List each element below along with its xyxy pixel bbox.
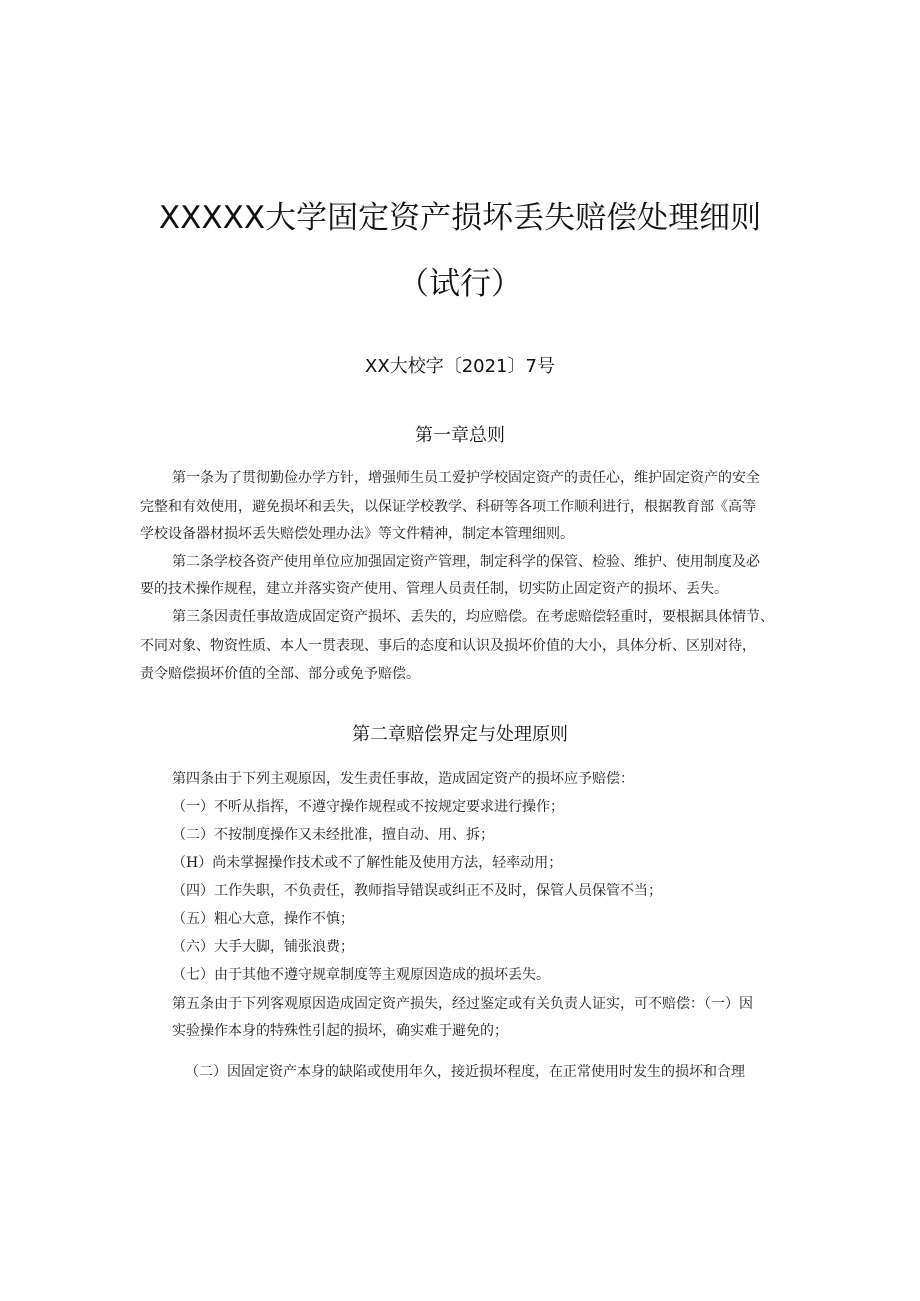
chapter1-paragraph-line: 学校设备器材损坏丢失赔偿处理办法》等文件精神，制定本管理细则。 (140, 526, 574, 542)
chapter2-list-item: （H）尚未掌握操作技术或不了解性能及使用方法，轻率动用； (172, 855, 563, 871)
chapter1-paragraph-line: 责令赔偿损坏价值的全部、部分或免予赔偿。 (140, 666, 420, 682)
chapter1-paragraph-line: 第一条为了贯彻勤俭办学方针，增强师生员工爱护学校固定资产的责任心，维护固定资产的安全 (172, 470, 760, 486)
chapter2-paragraph-line: 实验操作本身的特殊性引起的损坏，确实难于避免的； (172, 1023, 508, 1039)
document-title: XXXXX大学固定资产损坏丢失赔偿处理细则 (158, 200, 762, 236)
chapter1-paragraph-line: 不同对象、物资性质、本人一贯表现、事后的态度和认识及损坏价值的大小，具体分析、区别对待， (140, 638, 756, 654)
chapter2-paragraph-line: 第四条由于下列主观原因，发生责任事故，造成固定资产的损坏应予赔偿： (172, 771, 634, 787)
chapter1-paragraph-line: 完整和有效使用，避免损坏和丢失，以保证学校教学、科研等各项工作顺利进行，根据教育部《高等 (140, 499, 756, 515)
document-number: XX大校字〔2021〕7号 (365, 356, 555, 377)
chapter2-paragraph-line: 第五条由于下列客观原因造成固定资产损失，经过鉴定或有关负责人证实，可不赔偿：（一）因 (172, 996, 753, 1012)
document-title-suffix: （试行） (398, 266, 522, 302)
chapter1-paragraph-line: 要的技术操作规程，建立并落实资产使用、管理人员责任制，切实防止固定资产的损坏、丢失。 (140, 581, 728, 597)
chapter2-list-item: （四）工作失职，不负责任，教师指导错误或纠正不及时，保管人员保管不当； (172, 883, 662, 899)
chapter1-paragraph-line: 第二条学校各资产使用单位应加强固定资产管理，制定科学的保管、检验、维护、使用制度及必 (172, 554, 760, 570)
chapter2-list-item: （二）因固定资产本身的缺陷或使用年久，接近损坏程度，在正常使用时发生的损坏和合理 (185, 1064, 745, 1080)
chapter2-heading: 第二章赔偿界定与处理原则 (352, 724, 568, 745)
chapter2-list-item: （二）不按制度操作又未经批准，擅自动、用、拆； (172, 827, 494, 843)
chapter1-paragraph-line: 第三条因责任事故造成固定资产损坏、丢失的，均应赔偿。在考虑赔偿轻重时，要根据具体情节、 (172, 609, 774, 625)
chapter2-list-item: （一）不听从指挥，不遵守操作规程或不按规定要求进行操作； (172, 799, 564, 815)
chapter1-heading: 第一章总则 (415, 425, 505, 446)
chapter2-list-item: （六）大手大脚，铺张浪费； (172, 939, 354, 955)
chapter2-list-item: （五）粗心大意，操作不慎； (172, 911, 354, 927)
chapter2-list-item: （七）由于其他不遵守规章制度等主观原因造成的损坏丢失。 (172, 967, 550, 983)
